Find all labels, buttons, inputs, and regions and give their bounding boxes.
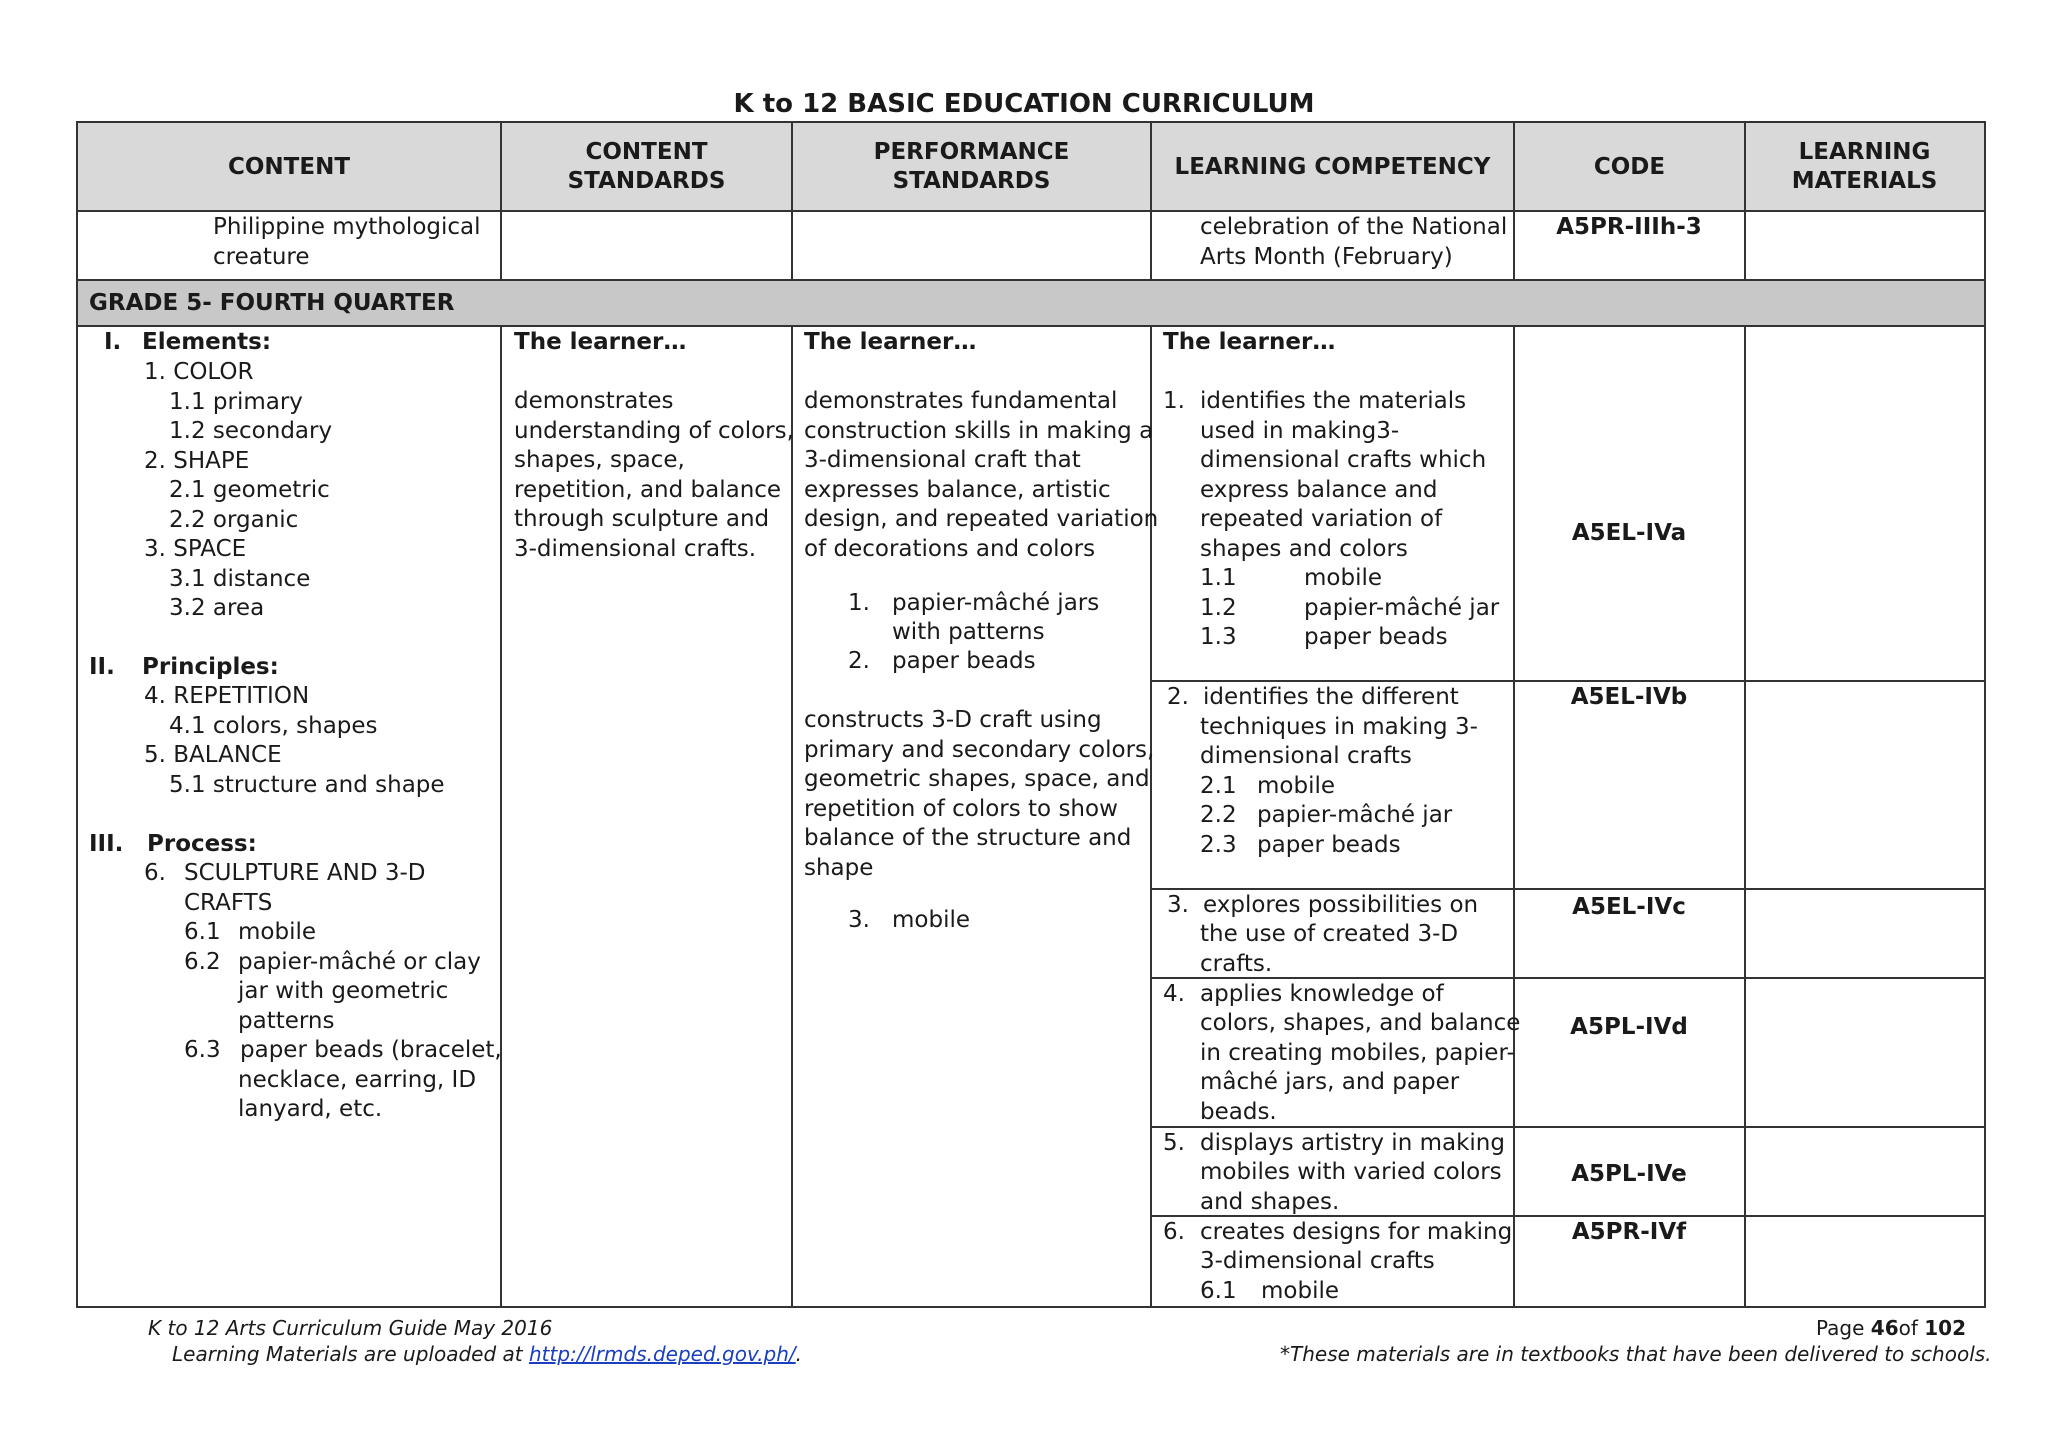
- performance-standards-line: geometric shapes, space, and: [804, 766, 1150, 792]
- content-line: 4. REPETITION: [144, 683, 310, 709]
- content-line: 2. SHAPE: [144, 448, 250, 474]
- content-line: 4.1 colors, shapes: [169, 713, 378, 739]
- competency-number: 6.: [1163, 1219, 1185, 1245]
- competency-line: repeated variation of: [1200, 506, 1443, 532]
- performance-standards-lead: The learner…: [804, 329, 977, 355]
- competency-number: 5.: [1163, 1130, 1185, 1156]
- competency-line: displays artistry in making: [1200, 1130, 1505, 1156]
- performance-standards-line: primary and secondary colors,: [804, 737, 1155, 763]
- performance-standards-line: repetition of colors to show: [804, 796, 1118, 822]
- competency-line: 3-dimensional crafts: [1200, 1248, 1435, 1274]
- competency-sub: papier-mâché jar: [1257, 802, 1453, 828]
- competency-number: 3.: [1167, 892, 1189, 918]
- content-line: 2.1 geometric: [169, 477, 330, 503]
- content-line: 1.1 primary: [169, 389, 303, 415]
- content-line: CRAFTS: [184, 890, 273, 916]
- header-learning-competency: LEARNING COMPETENCY: [1151, 122, 1514, 212]
- carryover-code: A5PR-IIIh-3: [1556, 214, 1702, 240]
- competency-line: techniques in making 3-: [1200, 714, 1478, 740]
- content-line: paper beads (bracelet,: [240, 1037, 502, 1063]
- competency-line: the use of created 3-D: [1200, 921, 1459, 947]
- competency-line: shapes and colors: [1200, 536, 1408, 562]
- footer-period: .: [795, 1342, 803, 1366]
- content-line: 3.1 distance: [169, 566, 311, 592]
- content-standards-lead: The learner…: [514, 329, 687, 355]
- content-line: 1. COLOR: [144, 359, 254, 385]
- col-divider-4: [1513, 121, 1515, 279]
- footer-note: *These materials are in textbooks that have been delivered to schools.: [1280, 1342, 1992, 1366]
- competency-number: 1.: [1163, 388, 1185, 414]
- table-border-bottom: [76, 1306, 1986, 1308]
- performance-item: mobile: [892, 907, 971, 933]
- page-number: Page 46of 102: [1816, 1316, 1967, 1340]
- content-heading-elements: Elements:: [142, 329, 272, 355]
- competency-code: A5EL-IVb: [1570, 684, 1688, 710]
- performance-standards-line: expresses balance, artistic: [804, 477, 1111, 503]
- content-numeral: III.: [89, 831, 124, 857]
- performance-standards-line: of decorations and colors: [804, 536, 1096, 562]
- competency-line: mobiles with varied colors: [1200, 1159, 1502, 1185]
- col-divider-3b: [1150, 325, 1152, 1308]
- content-line: 2.2 organic: [169, 507, 299, 533]
- competency-code: A5PL-IVd: [1570, 1014, 1688, 1040]
- performance-item-number: 3.: [848, 907, 870, 933]
- competency-line: mâché jars, and paper: [1200, 1069, 1460, 1095]
- performance-standards-line: constructs 3-D craft using: [804, 707, 1102, 733]
- competency-line: in creating mobiles, papier-: [1200, 1040, 1515, 1066]
- header-code: CODE: [1514, 122, 1745, 212]
- carryover-competency: Arts Month (February): [1200, 244, 1453, 270]
- competency-sub-number: 2.1: [1200, 773, 1237, 799]
- content-standards-line: demonstrates: [514, 388, 674, 414]
- carryover-competency: celebration of the National: [1200, 214, 1508, 240]
- content-line-number: 6.2: [184, 949, 221, 975]
- table-border-left: [76, 121, 78, 1308]
- competency-sub-number: 2.2: [1200, 802, 1237, 828]
- content-numeral: I.: [104, 329, 122, 355]
- content-standards-line: through sculpture and: [514, 506, 770, 532]
- competency-line: dimensional crafts: [1200, 743, 1412, 769]
- content-standards-line: repetition, and balance: [514, 477, 782, 503]
- footer-uploaded-text: Learning Materials are uploaded at: [172, 1342, 523, 1366]
- performance-standards-line: demonstrates fundamental: [804, 388, 1118, 414]
- competency-code: A5EL-IVa: [1571, 520, 1687, 546]
- competency-lead: The learner…: [1163, 329, 1336, 355]
- competency-sub-number: 2.3: [1200, 832, 1237, 858]
- page-title: K to 12 BASIC EDUCATION CURRICULUM: [733, 89, 1315, 119]
- row-divider: [76, 279, 1986, 281]
- competency-line: creates designs for making: [1200, 1219, 1513, 1245]
- performance-item: papier-mâché jars: [892, 590, 1100, 616]
- competency-line: used in making3-: [1200, 418, 1400, 444]
- performance-standards-line: 3-dimensional craft that: [804, 447, 1081, 473]
- competency-sub: paper beads: [1304, 624, 1448, 650]
- competency-sub: mobile: [1257, 773, 1336, 799]
- content-standards-line: understanding of colors,: [514, 418, 794, 444]
- quarter-divider: [76, 325, 1986, 327]
- content-line-number: 6.3: [184, 1037, 221, 1063]
- competency-number: 2.: [1167, 684, 1189, 710]
- footer-uploaded: [172, 1341, 802, 1367]
- competency-line: explores possibilities on: [1203, 892, 1479, 918]
- col-divider-3: [1150, 121, 1152, 279]
- col-divider-1b: [500, 325, 502, 1308]
- header-content: CONTENT: [77, 122, 501, 212]
- performance-standards-line: balance of the structure and: [804, 825, 1132, 851]
- header-content-standards: CONTENT STANDARDS: [501, 122, 792, 212]
- competency-sub-number: 1.3: [1200, 624, 1237, 650]
- content-line-number: 6.: [144, 860, 166, 886]
- competency-sub: mobile: [1304, 565, 1383, 591]
- competency-line: express balance and: [1200, 477, 1438, 503]
- content-heading-principles: Principles:: [142, 654, 279, 680]
- col-divider-2b: [791, 325, 793, 1308]
- table-border-top: [76, 121, 1986, 123]
- competency-line: crafts.: [1200, 951, 1273, 977]
- col-divider-1: [500, 121, 502, 279]
- table-border-right: [1984, 121, 1986, 1308]
- col-divider-2: [791, 121, 793, 279]
- competency-sub-number: 6.1: [1200, 1278, 1237, 1304]
- competency-code: A5PL-IVe: [1571, 1161, 1687, 1187]
- content-line: papier-mâché or clay: [238, 949, 481, 975]
- content-line: 5.1 structure and shape: [169, 772, 445, 798]
- content-line: jar with geometric: [238, 978, 449, 1004]
- performance-standards-line: shape: [804, 855, 874, 881]
- competency-sub-number: 1.2: [1200, 595, 1237, 621]
- content-line: patterns: [238, 1008, 335, 1034]
- content-line: lanyard, etc.: [238, 1096, 383, 1122]
- performance-item: with patterns: [892, 619, 1045, 645]
- competency-code: A5PR-IVf: [1571, 1219, 1687, 1245]
- content-standards-line: shapes, space,: [514, 447, 685, 473]
- competency-number: 4.: [1163, 981, 1185, 1007]
- col-divider-5: [1744, 121, 1746, 279]
- competency-line: identifies the materials: [1200, 388, 1467, 414]
- footer-guide: K to 12 Arts Curriculum Guide May 2016: [148, 1316, 553, 1340]
- competency-line: beads.: [1200, 1099, 1277, 1125]
- carryover-content: creature: [213, 244, 310, 270]
- competency-line: colors, shapes, and balance: [1200, 1010, 1521, 1036]
- content-line: 1.2 secondary: [169, 418, 333, 444]
- competency-code: A5EL-IVc: [1572, 894, 1686, 920]
- content-heading-process: Process:: [147, 831, 257, 857]
- competency-sub: mobile: [1261, 1278, 1340, 1304]
- performance-item-number: 1.: [848, 590, 870, 616]
- competency-sub-number: 1.1: [1200, 565, 1237, 591]
- competency-sub: papier-mâché jar: [1304, 595, 1500, 621]
- content-line: 3. SPACE: [144, 536, 247, 562]
- performance-standards-line: construction skills in making a: [804, 418, 1154, 444]
- performance-item: paper beads: [892, 648, 1036, 674]
- content-line: mobile: [238, 919, 317, 945]
- header-performance-standards: PERFORMANCE STANDARDS: [792, 122, 1151, 212]
- header-learning-materials: LEARNING MATERIALS: [1745, 122, 1984, 212]
- content-line: SCULPTURE AND 3-D: [184, 860, 426, 886]
- competency-line: dimensional crafts which: [1200, 447, 1487, 473]
- content-line: 5. BALANCE: [144, 742, 282, 768]
- lrmds-link[interactable]: http://lrmds.deped.gov.ph/: [528, 1342, 796, 1366]
- content-standards-line: 3-dimensional crafts.: [514, 536, 757, 562]
- content-numeral: II.: [89, 654, 115, 680]
- competency-line: applies knowledge of: [1200, 981, 1444, 1007]
- content-line: necklace, earring, ID: [238, 1067, 477, 1093]
- performance-standards-line: design, and repeated variation: [804, 506, 1159, 532]
- content-line: 3.2 area: [169, 595, 265, 621]
- carryover-content: Philippine mythological: [213, 214, 481, 240]
- competency-sub: paper beads: [1257, 832, 1401, 858]
- col-divider-5b: [1744, 325, 1746, 1308]
- competency-line: identifies the different: [1203, 684, 1459, 710]
- performance-item-number: 2.: [848, 648, 870, 674]
- content-line-number: 6.1: [184, 919, 221, 945]
- quarter-band: GRADE 5- FOURTH QUARTER: [77, 280, 1984, 326]
- competency-line: and shapes.: [1200, 1189, 1340, 1215]
